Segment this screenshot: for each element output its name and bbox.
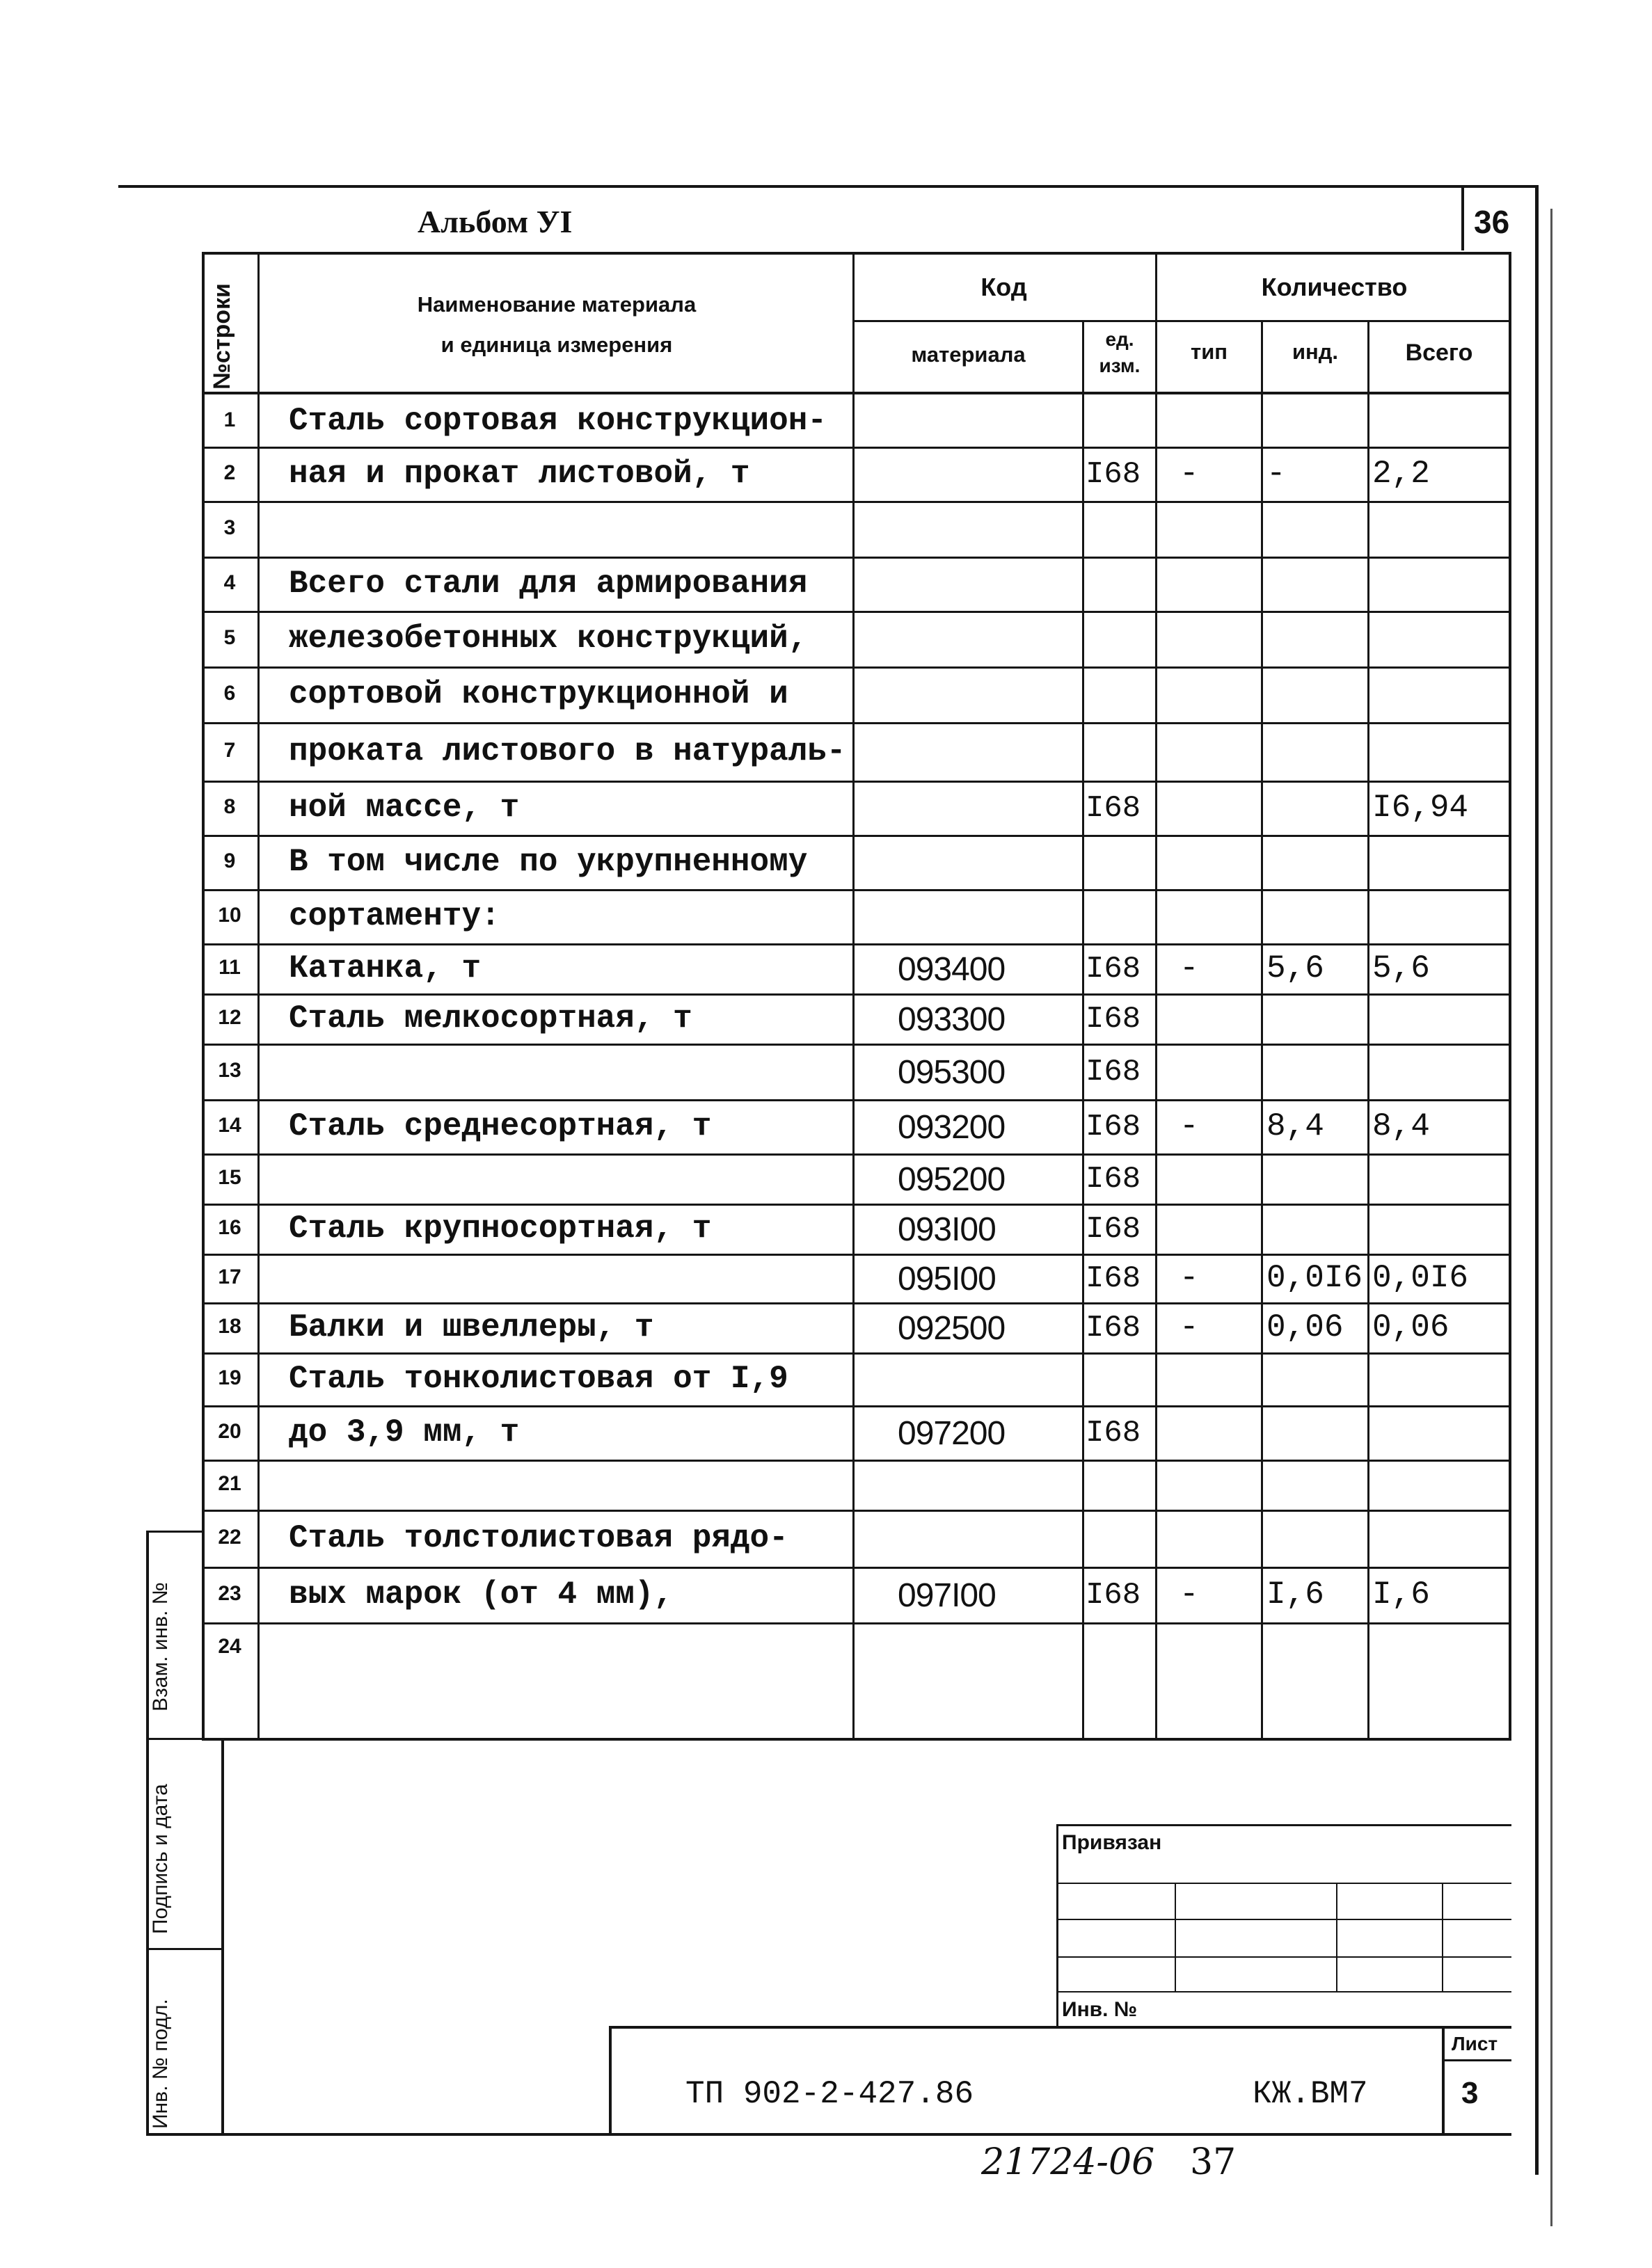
row-number: 6	[223, 682, 236, 705]
row-number: 21	[218, 1472, 241, 1495]
sheet-label: Лист	[1452, 2033, 1498, 2054]
quantity-type: -	[1180, 1576, 1199, 1613]
material-name: Сталь тонколистовая от I,9	[289, 1361, 788, 1397]
row-number: 9	[223, 849, 236, 872]
row-number: 11	[219, 956, 241, 979]
row-number: 1	[223, 408, 236, 431]
unit-header-line2: изм.	[1099, 355, 1141, 376]
material-name: железобетонных конструкций,	[289, 621, 808, 657]
material-name: Балки и швеллеры, т	[289, 1309, 654, 1345]
quantity-total: 8,4	[1372, 1108, 1430, 1144]
material-code: 095200	[898, 1161, 1006, 1198]
quantity-type: -	[1180, 1108, 1199, 1144]
material-code: 097200	[898, 1415, 1006, 1452]
inv-original-label: Инв. № подл.	[149, 1999, 172, 2129]
material-code: 093400	[898, 951, 1006, 988]
row-number: 22	[218, 1526, 241, 1549]
row-number: 12	[218, 1006, 241, 1029]
row-number: 18	[218, 1315, 241, 1338]
document-mark: КЖ.ВМ7	[1253, 2076, 1368, 2112]
material-code: 097I00	[898, 1577, 996, 1614]
material-name: Сталь сортовая конструкцион-	[289, 403, 827, 439]
material-code: 093200	[898, 1109, 1006, 1146]
row-number: 15	[218, 1166, 241, 1189]
unit-code: I68	[1086, 1212, 1141, 1247]
handwritten-number: 21724-06	[981, 2141, 1155, 2183]
unit-code: I68	[1086, 457, 1141, 492]
total-header: Всего	[1405, 340, 1473, 366]
material-name: Катанка, т	[289, 950, 482, 987]
code-material-header: материала	[911, 342, 1026, 367]
material-code: 095I00	[898, 1261, 996, 1297]
row-number: 16	[218, 1216, 241, 1239]
material-name: Сталь крупносортная, т	[289, 1211, 712, 1247]
privyazan-label: Привязан	[1062, 1831, 1162, 1854]
quantity-total: 0,06	[1372, 1309, 1450, 1345]
quantity-indiv: 8,4	[1266, 1108, 1324, 1144]
quantity-total: 0,0I6	[1372, 1260, 1469, 1296]
footer-number: 37	[1190, 2141, 1237, 2183]
row-number-header: №строки	[209, 283, 235, 390]
quantity-indiv: 0,06	[1266, 1309, 1344, 1345]
unit-code: I68	[1086, 952, 1141, 987]
code-header: Код	[980, 273, 1027, 301]
quantity-indiv: I,6	[1266, 1576, 1324, 1613]
unit-header-line1: ед.	[1105, 328, 1134, 350]
quantity-indiv: 5,6	[1266, 950, 1324, 987]
material-name: сортовой конструкционной и	[289, 676, 788, 712]
material-name: Сталь толстолистовая рядо-	[289, 1520, 788, 1556]
unit-code: I68	[1086, 1055, 1141, 1089]
page-number: 36	[1474, 204, 1510, 240]
material-name: ная и прокат листовой, т	[289, 456, 750, 492]
name-header-line1: Наименование материала	[417, 292, 697, 317]
material-code: 093300	[898, 1001, 1006, 1038]
material-name: Сталь мелкосортная, т	[289, 1000, 692, 1037]
name-header-line2: и единица измерения	[440, 333, 673, 357]
quantity-total: 5,6	[1372, 950, 1430, 987]
material-name: сортаменту:	[289, 898, 500, 934]
quantity-indiv: -	[1266, 456, 1286, 492]
quantity-type: -	[1180, 456, 1199, 492]
material-code: 092500	[898, 1310, 1006, 1347]
row-number: 13	[218, 1059, 241, 1082]
row-number: 24	[218, 1635, 241, 1658]
material-name: ной массе, т	[289, 790, 520, 826]
row-number: 2	[223, 461, 236, 484]
row-number: 17	[218, 1265, 241, 1288]
quantity-indiv: 0,0I6	[1266, 1260, 1363, 1296]
unit-code: I68	[1086, 1578, 1141, 1613]
row-number: 14	[218, 1114, 241, 1137]
row-number: 19	[218, 1366, 241, 1389]
material-code: 093I00	[898, 1211, 996, 1248]
row-number: 7	[223, 739, 236, 762]
type-header: тип	[1191, 340, 1228, 364]
unit-code: I68	[1086, 1110, 1141, 1144]
quantity-total: 2,2	[1372, 456, 1430, 492]
quantity-total: I,6	[1372, 1576, 1430, 1613]
unit-code: I68	[1086, 791, 1141, 826]
quantity-total: I6,94	[1372, 790, 1469, 826]
vzam-inv-label: Взам. инв. №	[149, 1582, 172, 1711]
inv-no-label: Инв. №	[1062, 1998, 1138, 2021]
material-name: Сталь среднесортная, т	[289, 1108, 712, 1144]
unit-code: I68	[1086, 1311, 1141, 1345]
unit-code: I68	[1086, 1416, 1141, 1451]
sheet-number: 3	[1461, 2076, 1479, 2110]
unit-code: I68	[1086, 1261, 1141, 1296]
quantity-header: Количество	[1261, 273, 1408, 301]
material-name: Всего стали для армирования	[289, 566, 808, 602]
row-number: 3	[223, 516, 236, 539]
row-number: 20	[218, 1420, 241, 1443]
row-number: 4	[223, 571, 236, 594]
material-code: 095300	[898, 1054, 1006, 1091]
quantity-type: -	[1180, 1309, 1199, 1345]
material-name: до 3,9 мм, т	[289, 1414, 520, 1451]
row-number: 8	[223, 795, 236, 818]
signature-date-label: Подпись и дата	[149, 1784, 172, 1934]
unit-code: I68	[1086, 1162, 1141, 1197]
document-code: ТП 902-2-427.86	[685, 2076, 974, 2112]
album-title: Альбом УI	[418, 204, 573, 239]
row-number: 5	[223, 626, 236, 649]
quantity-type: -	[1180, 1260, 1199, 1296]
row-number: 10	[218, 904, 241, 927]
material-name: проката листового в натураль-	[289, 733, 846, 769]
indiv-header: инд.	[1292, 340, 1339, 364]
material-name: В том числе по укрупненному	[289, 844, 808, 880]
row-number: 23	[218, 1582, 241, 1605]
quantity-type: -	[1180, 950, 1199, 987]
material-name: вых марок (от 4 мм),	[289, 1576, 674, 1613]
unit-code: I68	[1086, 1002, 1141, 1037]
